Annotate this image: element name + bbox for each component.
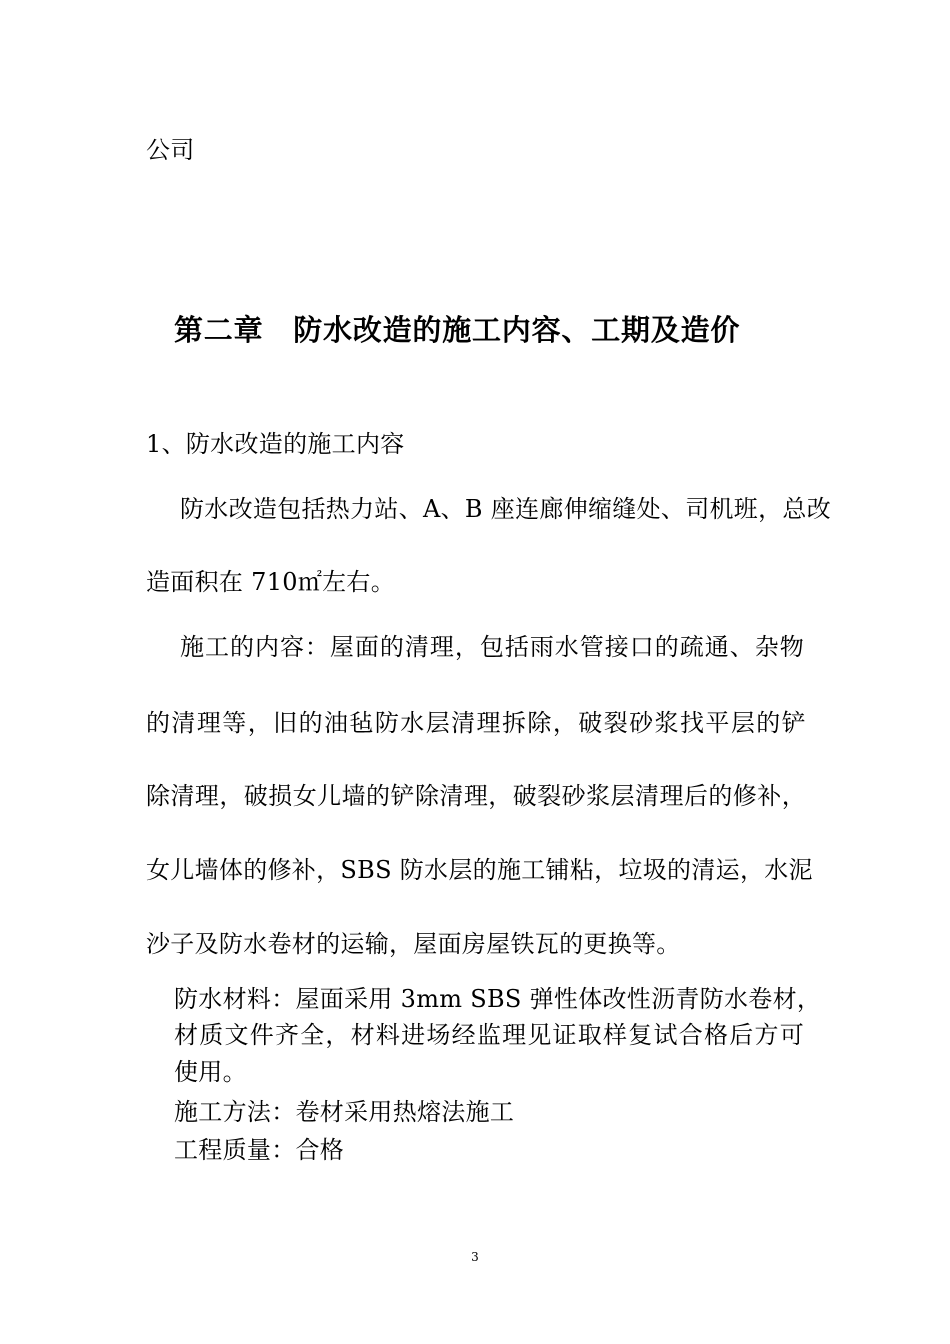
materials-line3: 使用。 <box>174 1058 247 1086</box>
quality-line: 工程质量：合格 <box>174 1136 345 1164</box>
materials-line1: 防水材料：屋面采用 3mm SBS 弹性体改性沥青防水卷材， <box>174 985 822 1013</box>
para2-line1: 施工的内容：屋面的清理，包括雨水管接口的疏通、杂物 <box>180 633 804 661</box>
materials-line2: 材质文件齐全，材料进场经监理见证取样复试合格后方可 <box>174 1021 804 1049</box>
chapter-heading: 第二章 防水改造的施工内容、工期及造价 <box>174 313 741 347</box>
para1-line2: 造面积在 710㎡左右。 <box>146 568 396 596</box>
para2-line4: 女儿墙体的修补，SBS 防水层的施工铺粘，垃圾的清运，水泥 <box>146 856 813 884</box>
page-number: 3 <box>471 1250 479 1264</box>
para2-line3: 除清理，破损女儿墙的铲除清理，破裂砂浆层清理后的修补， <box>146 782 806 810</box>
carryover-line: 公司 <box>146 136 195 164</box>
section-title: 1、防水改造的施工内容 <box>146 430 405 458</box>
para1-line1: 防水改造包括热力站、A、B 座连廊伸缩缝处、司机班，总改 <box>180 495 831 523</box>
para2-line2: 的清理等，旧的油毡防水层清理拆除，破裂砂浆找平层的铲 <box>146 709 806 737</box>
method-line: 施工方法：卷材采用热熔法施工 <box>174 1098 515 1126</box>
para2-line5: 沙子及防水卷材的运输，屋面房屋铁瓦的更换等。 <box>146 930 681 958</box>
